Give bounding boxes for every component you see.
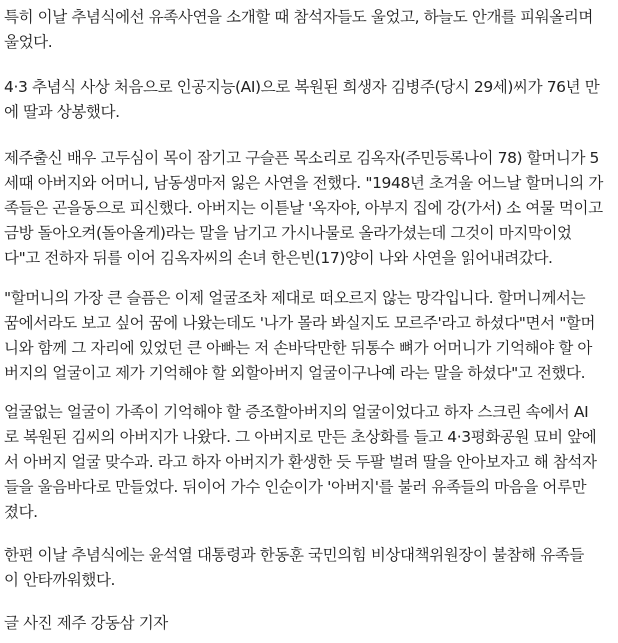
text-line: 한편 이날 추념식에는 윤석열 대통령과 한동훈 국민의힘 비상대책위원장이 불참해 유족들: [4, 546, 584, 564]
text-line: 버지의 얼굴이고 제가 기억해야 할 외할아버지 얼굴이구나예 라는 말을 하셨다"고 전했다.: [4, 364, 586, 382]
paragraph-ai-father-appears: [4, 400, 616, 525]
text-line: 로 복원된 김씨의 아버지가 나왔다. 그 아버지로 만든 초상화를 들고 4·3평화공원 묘비 앞에: [4, 428, 597, 446]
text-line: 졌다.: [4, 503, 38, 521]
text-line: 족들은 곤을동으로 피신했다. 아버지는 이튿날 '옥자야, 아부지 집에 강(가서) 소 여물 먹이고: [4, 199, 603, 217]
text-line: 4·3 추념식 사상 처음으로 인공지능(AI)으로 복원된 희생자 김병주(당시 29세)씨가 76년 만: [4, 78, 600, 96]
text-line: 얼굴없는 얼굴이 가족이 기억해야 할 증조할아버지의 얼굴이었다고 하자 스크린 속에서 AI: [4, 403, 589, 421]
text-line: 니와 함께 그 자리에 있었던 큰 아빠는 저 손바닥만한 뒤통수 뼈가 어머니가 기억해야 할 아: [4, 339, 593, 357]
paragraph-story-told: [4, 146, 616, 271]
text-line: 특히 이날 추념식에선 유족사연을 소개할 때 참석자들도 울었고, 하늘도 안개를 피워올리며: [4, 8, 594, 26]
text-line: 제주출신 배우 고두심이 목이 잠기고 구슬픈 목소리로 김옥자(주민등록나이 78) 할머니가 5: [4, 149, 600, 167]
byline-text: 글 사진 제주 강동삼 기자: [4, 614, 168, 632]
text-line: 서 아버지 얼굴 맞수과. 라고 하자 아버지가 환생한 듯 두팔 벌려 딸을 안아보자고 해 참석자: [4, 453, 597, 471]
text-line: 다"고 전하자 뒤를 이어 김옥자씨의 손녀 한은빈(17)양이 나와 사연을 읽어내려갔다.: [4, 249, 553, 267]
text-line: 울었다.: [4, 33, 53, 51]
text-line: 들을 울음바다로 만들었다. 뒤이어 가수 인순이가 '아버지'를 불러 유족들의 마음을 어루만: [4, 478, 587, 496]
text-line: 이 안타까워했다.: [4, 571, 116, 589]
paragraph-ceremony-tears: [4, 5, 616, 55]
paragraph-ai-reunion: [4, 75, 616, 125]
text-line: 세때 아버지와 어머니, 남동생마저 잃은 사연을 전했다. "1948년 초겨울 어느날 할머니의 가: [4, 174, 603, 192]
text-line: "할머니의 가장 큰 슬픔은 이제 얼굴조차 제대로 떠오르지 않는 망각입니다. 할머니께서는: [4, 289, 586, 307]
text-line: 꿈에서라도 보고 싶어 꿈에 나왔는데도 '나가 몰라 봐실지도 모르주'라고 하셨다"면서 "할머: [4, 314, 596, 332]
paragraph-absence: [4, 543, 616, 593]
text-line: 금방 돌아오켜(돌아올게)라는 말을 남기고 가시나물로 올라가셨는데 그것이 마지막이었: [4, 224, 572, 242]
paragraph-granddaughter-quote: [4, 286, 616, 386]
byline: [4, 611, 616, 636]
text-line: 에 딸과 상봉했다.: [4, 103, 120, 121]
